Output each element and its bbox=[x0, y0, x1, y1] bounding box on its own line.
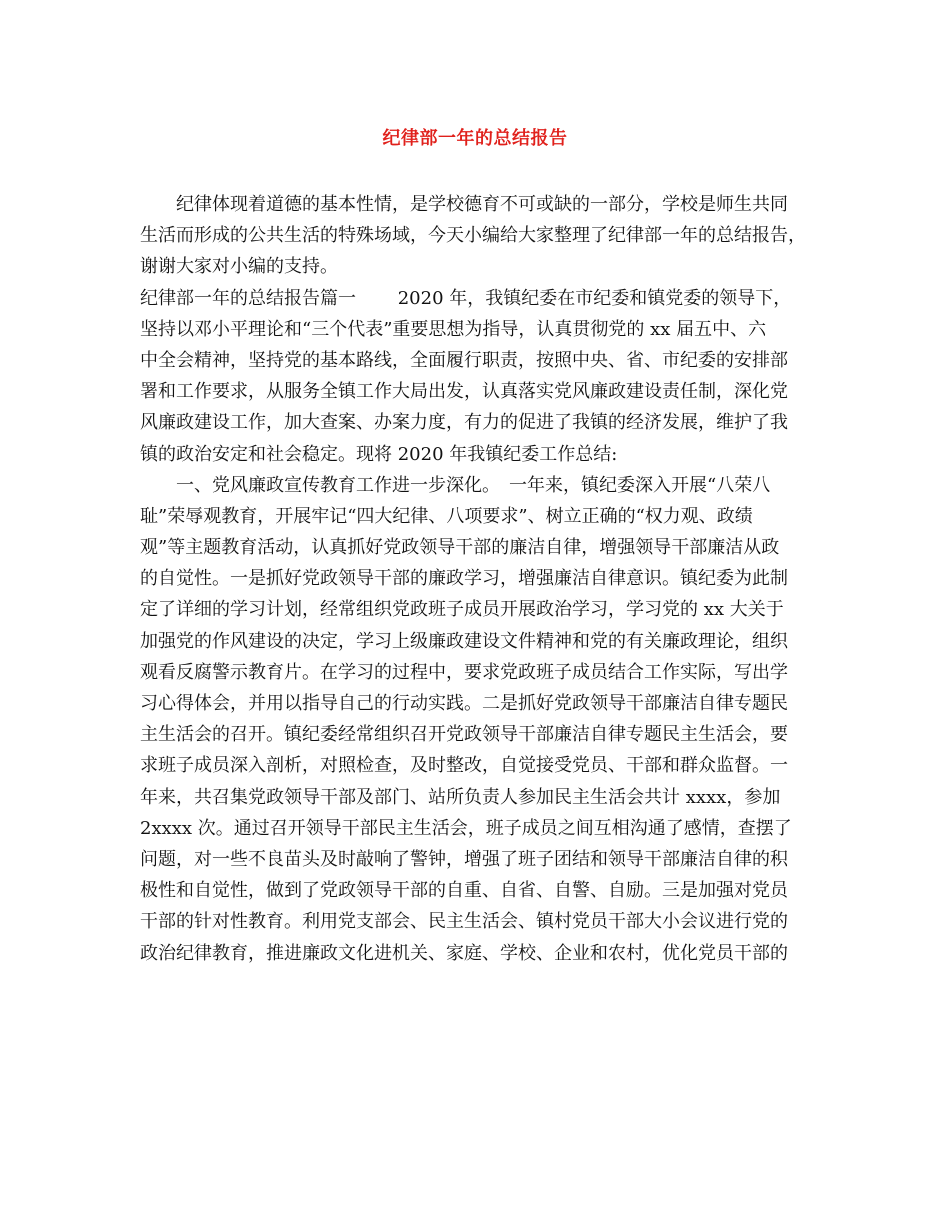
paragraph-line: 署和工作要求，从服务全镇工作大局出发，认真落实党风廉政建设责任制，深化党 bbox=[140, 381, 788, 403]
paragraph-line: 2xxxx 次。通过召开领导干部民主生活会，班子成员之间互相沟通了感情，查摆了 bbox=[140, 817, 792, 839]
paragraph-line: 一、党风廉政宣传教育工作进一步深化。 一年来，镇纪委深入开展“八荣八 bbox=[176, 474, 771, 496]
paragraph-line: 极性和自觉性，做到了党政领导干部的自重、自省、自警、自励。三是加强对党员 bbox=[140, 880, 788, 902]
paragraph-line: 干部的针对性教育。利用党支部会、民主生活会、镇村党员干部大小会议进行党的 bbox=[140, 911, 788, 933]
paragraph-line: 加强党的作风建设的决定，学习上级廉政建设文件精神和党的有关廉政理论，组织 bbox=[140, 630, 788, 652]
paragraph-line: 年来，共召集党政领导干部及部门、站所负责人参加民主生活会共计 xxxx，参加 bbox=[140, 786, 781, 808]
paragraph-line: 主生活会的召开。镇纪委经常组织召开党政领导干部廉洁自律专题民主生活会，要 bbox=[140, 724, 788, 746]
paragraph-line: 生活而形成的公共生活的特殊场域，今天小编给大家整理了纪律部一年的总结报告， bbox=[140, 225, 806, 247]
paragraph-line: 定了详细的学习计划，经常组织党政班子成员开展政治学习，学习党的 xx 大关于 bbox=[140, 599, 784, 621]
paragraph-line: 中全会精神，坚持党的基本路线，全面履行职责，按照中央、省、市纪委的安排部 bbox=[140, 349, 788, 371]
paragraph-line: 的自觉性。一是抓好党政领导干部的廉政学习，增强廉洁自律意识。镇纪委为此制 bbox=[140, 568, 788, 590]
paragraph-line: 坚持以邓小平理论和“三个代表”重要思想为指导，认真贯彻党的 xx 届五中、六 bbox=[140, 318, 767, 340]
paragraph-line: 纪律体现着道德的基本性情，是学校德育不可或缺的一部分，学校是师生共同 bbox=[176, 194, 788, 215]
paragraph-line: 政治纪律教育，推进廉政文化进机关、家庭、学校、企业和农村，优化党员干部的 bbox=[140, 942, 788, 964]
document-title: 纪律部一年的总结报告 bbox=[382, 128, 568, 149]
paragraph-line: 风廉政建设工作，加大查案、办案力度，有力的促进了我镇的经济发展，维护了我 bbox=[140, 412, 788, 434]
paragraph-line: 观看反腐警示教育片。在学习的过程中，要求党政班子成员结合工作实际，写出学 bbox=[140, 661, 788, 683]
paragraph-line: 谢谢大家对小编的支持。 bbox=[140, 256, 338, 278]
paragraph-line: 观”等主题教育活动，认真抓好党政领导干部的廉洁自律，增强领导干部廉洁从政 bbox=[140, 537, 780, 559]
paragraph-line: 纪律部一年的总结报告篇一 2020 年，我镇纪委在市纪委和镇党委的领导下， bbox=[140, 287, 792, 309]
paragraph-line: 求班子成员深入剖析，对照检查，及时整改，自觉接受党员、干部和群众监督。一 bbox=[140, 755, 788, 777]
document-body bbox=[140, 189, 812, 969]
paragraph-line: 问题，对一些不良苗头及时敲响了警钟，增强了班子团结和领导干部廉洁自律的积 bbox=[140, 848, 788, 870]
paragraph-line: 习心得体会，并用以指导自己的行动实践。二是抓好党政领导干部廉洁自律专题民 bbox=[140, 693, 788, 714]
paragraph-line: 镇的政治安定和社会稳定。现将 2020 年我镇纪委工作总结: bbox=[140, 443, 618, 465]
paragraph-line: 耻”荣辱观教育，开展牢记“四大纪律、八项要求”、树立正确的“权力观、政绩 bbox=[140, 505, 753, 527]
